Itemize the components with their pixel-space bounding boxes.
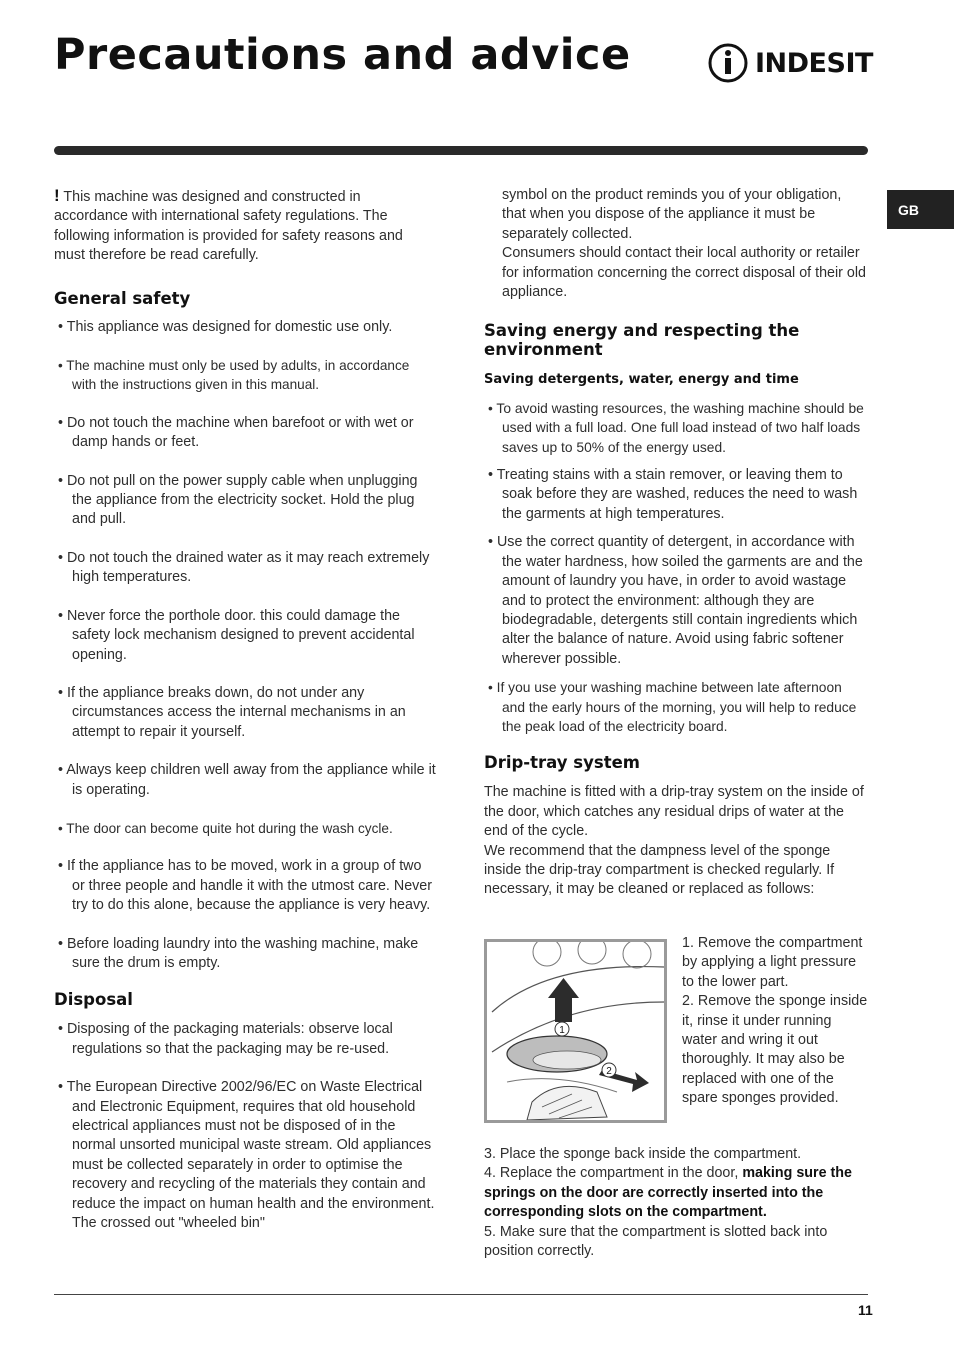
right-column xyxy=(484,186,868,900)
drip-tray-illustration xyxy=(484,939,667,1123)
list-item: • The machine must only be used by adults, in accordance with the instructions given in this manual. xyxy=(58,358,410,393)
saving-subheading: Saving detergents, water, energy and time xyxy=(484,372,799,388)
step-markers xyxy=(487,942,664,1120)
list-item: • Use the correct quantity of detergent, in accordance with the water hardness, how soiled the garments are and the amount of laundry you have, in order to avoid wastage and to protect the environment: although they are biodegradable, detergents still contain ingredients which alter the balance of nature. Avoid using fabric softener wherever possible. xyxy=(488,534,863,667)
language-tab: GB xyxy=(887,190,954,229)
intro-paragraph xyxy=(54,186,436,266)
warning-icon: ! xyxy=(54,186,60,205)
list-item: • If the appliance breaks down, do not under any circumstances access the internal mechanisms in an attempt to repair it yourself. xyxy=(58,684,406,740)
figure-below-steps xyxy=(484,1145,868,1261)
figure-side-steps xyxy=(682,934,870,1109)
intro-text: This machine was designed and constructed in accordance with international safety regulations. The following information is provided for safety reasons and must therefore be read carefully. xyxy=(54,189,403,264)
step-2: 2. Remove the sponge inside it, rinse it under running water and wring it out thoroughly. It may also be replaced with one of the spare sponges provided. xyxy=(682,993,868,1107)
list-item: • If the appliance has to be moved, work in a group of two or three people and handle it with the utmost care. Never try to do this alone, because the appliance is very heavy. xyxy=(58,858,433,914)
disposal-consumers: Consumers should contact their local authority or retailer for information concerning the correct disposal of their old appliance. xyxy=(502,245,866,301)
left-column xyxy=(54,186,436,1233)
disposal-heading: Disposal xyxy=(54,990,133,1010)
page-number: 11 xyxy=(858,1302,873,1318)
list-item: • Do not touch the drained water as it may reach extremely high temperatures. xyxy=(58,549,430,586)
step-1-marker: 1 xyxy=(559,1025,565,1036)
step-3: 3. Place the sponge back inside the compartment. xyxy=(484,1146,802,1162)
drip-tray-para1: The machine is fitted with a drip-tray system on the inside of the door, which catches any residual drips of water at the end of the cycle. xyxy=(484,784,864,840)
step-4: 4. Replace the compartment in the door, making sure the springs on the door are correctly inserted into the corresponding slots on the compartment. xyxy=(484,1165,852,1221)
disposal-continuation: symbol on the product reminds you of your obligation, that when you dispose of the appliance it must be separately collected. xyxy=(502,187,842,242)
list-item: • If you use your washing machine between late afternoon and the early hours of the morning, you will help to reduce the peak load of the electricity board. xyxy=(488,680,857,734)
step-5: 5. Make sure that the compartment is slotted back into position correctly. xyxy=(484,1223,828,1260)
drip-tray-para2: We recommend that the dampness level of the sponge inside the drip-tray compartment is checked regularly. If necessary, it may be cleaned or replaced as follows: xyxy=(484,842,835,898)
list-item: • To avoid wasting resources, the washing machine should be used with a full load. One full load instead of two half loads saves up to 50% of the energy used. xyxy=(488,400,864,455)
footer-rule xyxy=(54,1294,868,1295)
brand-name: INDESIT xyxy=(755,47,873,79)
step-2-marker: 2 xyxy=(606,1066,612,1077)
saving-heading: Saving energy and respecting the environment xyxy=(484,321,800,360)
drip-tray-heading: Drip-tray system xyxy=(484,753,640,773)
list-item: • This appliance was designed for domestic use only. xyxy=(58,318,393,335)
list-item: • Disposing of the packaging materials: observe local regulations so that the packaging may be re-used. xyxy=(58,1021,393,1057)
list-item: • Before loading laundry into the washing machine, make sure the drum is empty. xyxy=(58,935,419,971)
page-title: Precautions and advice xyxy=(54,30,631,80)
list-item: • Never force the porthole door. this could damage the safety lock mechanism designed to prevent accidental opening. xyxy=(58,607,415,663)
list-item: • The European Directive 2002/96/EC on Waste Electrical and Electronic Equipment, requires that old household electrical appliances must not be disposed of in the normal unsorted municipal waste stream. Old appliances must be collected separately in order to optimise the recovery and recycling of the materials they contain and reduce the impact on human health and the environment. The crossed out "wheeled bin" xyxy=(58,1079,435,1232)
list-item: • Treating stains with a stain remover, or leaving them to soak before they are washed, reduces the need to wash the garments at high temperatures. xyxy=(488,467,858,522)
list-item: • Do not pull on the power supply cable when unplugging the appliance from the electricity socket. Hold the plug and pull. xyxy=(58,472,418,528)
list-item: • Do not touch the machine when barefoot or with wet or damp hands or feet. xyxy=(58,414,414,451)
list-item: • Always keep children well away from the appliance while it is operating. xyxy=(58,762,436,798)
list-item: • The door can become quite hot during the wash cycle. xyxy=(58,820,393,836)
general-safety-heading: General safety xyxy=(54,288,191,308)
brand-logo xyxy=(707,42,873,84)
header-rule xyxy=(54,146,868,155)
indesit-i-icon xyxy=(707,42,749,84)
step-1: 1. Remove the compartment by applying a light pressure to the lower part. xyxy=(682,935,863,990)
